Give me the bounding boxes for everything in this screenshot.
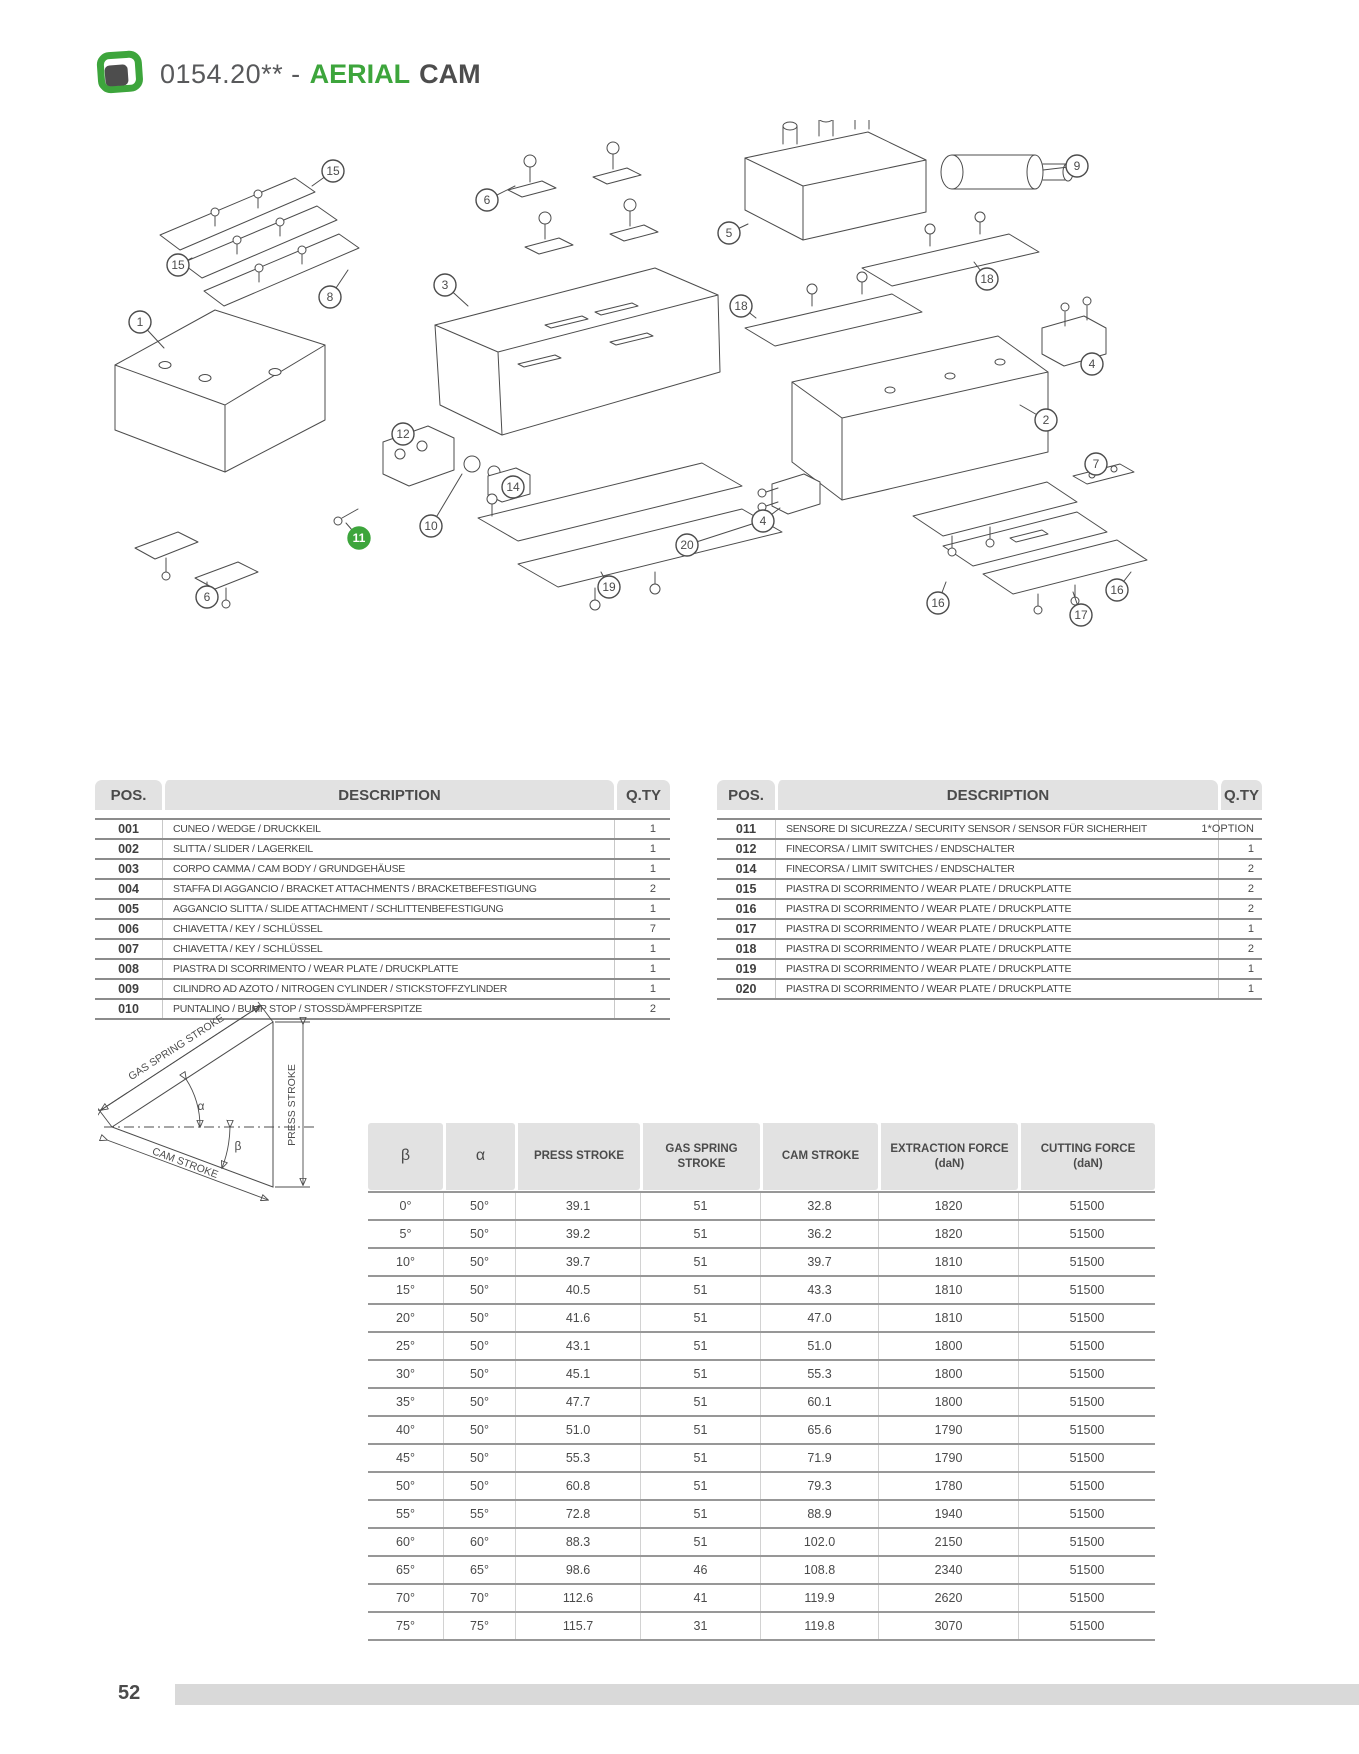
- stroke-cell: 0°: [399, 1199, 412, 1213]
- page-header: [93, 50, 481, 98]
- stroke-cell: 70°: [396, 1591, 415, 1605]
- stroke-cell: 55°: [396, 1507, 415, 1521]
- stroke-cell: 2620: [878, 1585, 1018, 1611]
- qty-cell: 1: [614, 900, 670, 918]
- stroke-cell: 50°: [443, 1389, 515, 1415]
- stroke-cell: 1940: [878, 1501, 1018, 1527]
- stroke-cell: 2150: [878, 1529, 1018, 1555]
- stroke-cell: 51: [640, 1361, 760, 1387]
- brand-logo-icon: [93, 50, 145, 98]
- pos-cell: 007: [118, 942, 139, 956]
- parts-row-005: [95, 898, 670, 918]
- stroke-cell: 41: [640, 1585, 760, 1611]
- stroke-table-body: [368, 1191, 1155, 1641]
- qty-cell: 1: [1218, 920, 1262, 938]
- stroke-col-header: β: [368, 1123, 443, 1190]
- stroke-cell: 50°: [443, 1221, 515, 1247]
- qty-cell: 1: [614, 960, 670, 978]
- callout-number: 2: [1042, 413, 1050, 427]
- pos-cell: 006: [118, 922, 139, 936]
- stroke-cell: 55.3: [515, 1445, 640, 1471]
- qty-cell: 2: [614, 880, 670, 898]
- stroke-cell: 35°: [396, 1395, 415, 1409]
- stroke-cell: 51500: [1018, 1193, 1155, 1219]
- stroke-cell: 51500: [1018, 1361, 1155, 1387]
- qty-cell: 1: [614, 940, 670, 958]
- stroke-cell: 51500: [1018, 1529, 1155, 1555]
- parts-row-002: [95, 838, 670, 858]
- qty-cell: 1: [614, 980, 670, 998]
- stroke-cell: 1800: [878, 1333, 1018, 1359]
- callout-number: 15: [171, 258, 185, 272]
- stroke-cell: 51: [640, 1333, 760, 1359]
- desc-cell: CUNEO / WEDGE / DRUCKKEIL: [162, 820, 614, 838]
- stroke-cell: 60.8: [515, 1473, 640, 1499]
- stroke-cell: 119.9: [760, 1585, 878, 1611]
- qty-cell: 1: [614, 820, 670, 838]
- stroke-cell: 50°: [443, 1361, 515, 1387]
- callout-number: 3: [441, 278, 449, 292]
- stroke-cell: 39.1: [515, 1193, 640, 1219]
- stroke-cell: 51500: [1018, 1249, 1155, 1275]
- pos-cell: 003: [118, 862, 139, 876]
- callout-number: 5: [725, 226, 733, 240]
- parts-row-009: [95, 978, 670, 998]
- stroke-cell: 32.8: [760, 1193, 878, 1219]
- callout-number: 19: [602, 580, 616, 594]
- desc-cell: PIASTRA DI SCORRIMENTO / WEAR PLATE / DRUCKPLATTE: [775, 960, 1218, 978]
- callout-number: 9: [1073, 159, 1081, 173]
- stroke-cell: 71.9: [760, 1445, 878, 1471]
- parts-rows: [717, 818, 1262, 1000]
- wedge-outline: [104, 1022, 316, 1187]
- desc-cell: AGGANCIO SLITTA / SLIDE ATTACHMENT / SCHLITTENBEFESTIGUNG: [162, 900, 614, 918]
- parts-row-004: [95, 878, 670, 898]
- stroke-cell: 39.7: [760, 1249, 878, 1275]
- parts-row-001: [95, 818, 670, 838]
- parts-table-left: [95, 780, 670, 1020]
- desc-cell: FINECORSA / LIMIT SWITCHES / ENDSCHALTER: [775, 860, 1218, 878]
- parts-row-019: [717, 958, 1262, 978]
- desc-cell: PUNTALINO / BUMP STOP / STOSSDÄMPFERSPITZE: [162, 1000, 614, 1018]
- callout-number: 15: [326, 164, 340, 178]
- stroke-cell: 51500: [1018, 1613, 1155, 1639]
- stroke-cell: 88.9: [760, 1501, 878, 1527]
- stroke-cell: 65°: [443, 1557, 515, 1583]
- callout-number: 7: [1092, 457, 1100, 471]
- pos-cell: 001: [118, 822, 139, 836]
- pos-cell: 010: [118, 1002, 139, 1016]
- stroke-cell: 50°: [443, 1305, 515, 1331]
- description-header: DESCRIPTION: [162, 780, 614, 810]
- pos-cell: 019: [735, 962, 757, 976]
- stroke-cell: 1800: [878, 1361, 1018, 1387]
- pos-cell: 016: [735, 902, 757, 916]
- callout-number: 6: [203, 590, 211, 604]
- stroke-cell: 36.2: [760, 1221, 878, 1247]
- stroke-table-row: [368, 1529, 1155, 1557]
- stroke-cell: 51500: [1018, 1445, 1155, 1471]
- pos-cell: 014: [735, 862, 757, 876]
- stroke-cell: 51: [640, 1445, 760, 1471]
- stroke-cell: 108.8: [760, 1557, 878, 1583]
- stroke-cell: 79.3: [760, 1473, 878, 1499]
- stroke-col-header: CUTTING FORCE (daN): [1018, 1123, 1155, 1190]
- callout-number: 17: [1074, 608, 1088, 622]
- stroke-cell: 51: [640, 1305, 760, 1331]
- stroke-col-header: PRESS STROKE: [515, 1123, 640, 1190]
- stroke-cell: 51500: [1018, 1389, 1155, 1415]
- stroke-table-row: [368, 1221, 1155, 1249]
- stroke-cell: 51: [640, 1249, 760, 1275]
- press-stroke-label: PRESS STROKE: [286, 1064, 298, 1146]
- qty-cell: 1: [1218, 840, 1262, 858]
- stroke-cell: 51: [640, 1221, 760, 1247]
- parts-row-018: [717, 938, 1262, 958]
- stroke-table-row: [368, 1333, 1155, 1361]
- stroke-cell: 51500: [1018, 1417, 1155, 1443]
- description-header: DESCRIPTION: [775, 780, 1218, 810]
- title-aerial: AERIAL: [309, 58, 411, 89]
- callout-number: 11: [352, 531, 366, 545]
- stroke-geometry-diagram: [98, 998, 343, 1226]
- stroke-cell: 119.8: [760, 1613, 878, 1639]
- callout-number: 8: [326, 290, 334, 304]
- stroke-table-row: [368, 1277, 1155, 1305]
- pos-cell: 005: [118, 902, 139, 916]
- stroke-table-row: [368, 1361, 1155, 1389]
- qty-cell: 2: [1218, 880, 1262, 898]
- stroke-cell: 43.1: [515, 1333, 640, 1359]
- stroke-data-table: [368, 1123, 1155, 1641]
- stroke-table-row: [368, 1389, 1155, 1417]
- callout-number: 10: [424, 519, 438, 533]
- parts-row-008: [95, 958, 670, 978]
- callout-number: 1: [136, 315, 144, 329]
- stroke-cell: 75°: [443, 1613, 515, 1639]
- stroke-cell: 51: [640, 1417, 760, 1443]
- stroke-cell: 30°: [396, 1367, 415, 1381]
- stroke-cell: 51: [640, 1193, 760, 1219]
- stroke-cell: 43.3: [760, 1277, 878, 1303]
- qty-header: Q.TY: [614, 780, 670, 810]
- callout-number: 4: [759, 514, 767, 528]
- stroke-cell: 50°: [443, 1193, 515, 1219]
- desc-cell: CORPO CAMMA / CAM BODY / GRUNDGEHÄUSE: [162, 860, 614, 878]
- callout-number: 6: [483, 193, 491, 207]
- desc-cell: PIASTRA DI SCORRIMENTO / WEAR PLATE / DRUCKPLATTE: [775, 940, 1218, 958]
- stroke-cell: 39.2: [515, 1221, 640, 1247]
- pos-cell: 008: [118, 962, 139, 976]
- desc-cell: CILINDRO AD AZOTO / NITROGEN CYLINDER / STICKSTOFFZYLINDER: [162, 980, 614, 998]
- pos-cell: 011: [735, 822, 757, 836]
- parts-row-012: [717, 838, 1262, 858]
- stroke-cell: 70°: [443, 1585, 515, 1611]
- pos-cell: 018: [735, 942, 757, 956]
- callout-number: 18: [734, 299, 748, 313]
- stroke-cell: 51500: [1018, 1305, 1155, 1331]
- stroke-cell: 1800: [878, 1389, 1018, 1415]
- pos-cell: 004: [118, 882, 139, 896]
- stroke-cell: 60.1: [760, 1389, 878, 1415]
- parts-row-011: [717, 818, 1262, 838]
- stroke-col-header: GAS SPRING STROKE: [640, 1123, 760, 1190]
- desc-cell: FINECORSA / LIMIT SWITCHES / ENDSCHALTER: [775, 840, 1218, 858]
- stroke-cell: 98.6: [515, 1557, 640, 1583]
- stroke-cell: 88.3: [515, 1529, 640, 1555]
- stroke-cell: 1780: [878, 1473, 1018, 1499]
- stroke-cell: 51: [640, 1389, 760, 1415]
- stroke-cell: 1810: [878, 1305, 1018, 1331]
- stroke-cell: 51500: [1018, 1333, 1155, 1359]
- desc-cell: CHIAVETTA / KEY / SCHLÜSSEL: [162, 920, 614, 938]
- product-code: 0154.20** -: [160, 58, 301, 89]
- parts-row-003: [95, 858, 670, 878]
- stroke-cell: 50°: [443, 1333, 515, 1359]
- stroke-cell: 51500: [1018, 1221, 1155, 1247]
- parts-rows: [95, 818, 670, 1020]
- callout-number: 18: [980, 272, 994, 286]
- stroke-cell: 102.0: [760, 1529, 878, 1555]
- stroke-cell: 51500: [1018, 1473, 1155, 1499]
- qty-cell: 1: [614, 840, 670, 858]
- stroke-cell: 51500: [1018, 1585, 1155, 1611]
- desc-cell: PIASTRA DI SCORRIMENTO / WEAR PLATE / DRUCKPLATTE: [775, 980, 1218, 998]
- pos-cell: 009: [118, 982, 139, 996]
- stroke-cell: 75°: [396, 1619, 415, 1633]
- stroke-cell: 55°: [443, 1501, 515, 1527]
- callout-number: 4: [1088, 357, 1096, 371]
- stroke-cell: 1820: [878, 1221, 1018, 1247]
- stroke-cell: 72.8: [515, 1501, 640, 1527]
- stroke-cell: 51.0: [760, 1333, 878, 1359]
- parts-row-006: [95, 918, 670, 938]
- qty-cell: 2: [614, 1000, 670, 1018]
- stroke-cell: 47.7: [515, 1389, 640, 1415]
- cam-stroke-label: CAM STROKE: [150, 1145, 220, 1181]
- stroke-cell: 115.7: [515, 1613, 640, 1639]
- qty-cell: 1: [614, 860, 670, 878]
- desc-cell: PIASTRA DI SCORRIMENTO / WEAR PLATE / DRUCKPLATTE: [775, 920, 1218, 938]
- stroke-table-row: [368, 1473, 1155, 1501]
- stroke-cell: 45.1: [515, 1361, 640, 1387]
- parts-row-015: [717, 878, 1262, 898]
- page-number: 52: [118, 1682, 141, 1704]
- beta-label: β: [234, 1139, 242, 1153]
- callout-number: 14: [506, 480, 520, 494]
- parts-row-007: [95, 938, 670, 958]
- stroke-cell: 47.0: [760, 1305, 878, 1331]
- title-cam: CAM: [419, 58, 481, 89]
- desc-cell: CHIAVETTA / KEY / SCHLÜSSEL: [162, 940, 614, 958]
- stroke-table-row: [368, 1417, 1155, 1445]
- stroke-cell: 51: [640, 1473, 760, 1499]
- stroke-cell: 1790: [878, 1417, 1018, 1443]
- stroke-cell: 60°: [396, 1535, 415, 1549]
- desc-cell: PIASTRA DI SCORRIMENTO / WEAR PLATE / DRUCKPLATTE: [162, 960, 614, 978]
- parts-row-014: [717, 858, 1262, 878]
- stroke-cell: 55.3: [760, 1361, 878, 1387]
- stroke-cell: 51500: [1018, 1277, 1155, 1303]
- stroke-cell: 40°: [396, 1423, 415, 1437]
- stroke-cell: 3070: [878, 1613, 1018, 1639]
- page-title: [160, 59, 481, 90]
- desc-cell: PIASTRA DI SCORRIMENTO / WEAR PLATE / DRUCKPLATTE: [775, 900, 1218, 918]
- stroke-cell: 50°: [443, 1445, 515, 1471]
- alpha-label: α: [197, 1099, 205, 1113]
- stroke-table-row: [368, 1193, 1155, 1221]
- stroke-cell: 1810: [878, 1277, 1018, 1303]
- desc-cell: PIASTRA DI SCORRIMENTO / WEAR PLATE / DRUCKPLATTE: [775, 880, 1218, 898]
- parts-row-020: [717, 978, 1262, 998]
- callout-number: 12: [396, 427, 410, 441]
- stroke-cell: 40.5: [515, 1277, 640, 1303]
- pos-cell: 017: [735, 922, 757, 936]
- desc-cell: SLITTA / SLIDER / LAGERKEIL: [162, 840, 614, 858]
- stroke-cell: 51: [640, 1277, 760, 1303]
- stroke-cell: 50°: [443, 1277, 515, 1303]
- qty-cell: 2: [1218, 900, 1262, 918]
- stroke-cell: 50°: [396, 1479, 415, 1493]
- stroke-table-row: [368, 1305, 1155, 1333]
- stroke-cell: 51500: [1018, 1501, 1155, 1527]
- stroke-table-row: [368, 1585, 1155, 1613]
- stroke-table-row: [368, 1501, 1155, 1529]
- footer-bar: [175, 1684, 1359, 1705]
- qty-cell: 1*OPTION: [1218, 820, 1262, 838]
- stroke-table-row: [368, 1613, 1155, 1641]
- stroke-cell: 2340: [878, 1557, 1018, 1583]
- callout-number: 20: [680, 538, 694, 552]
- stroke-cell: 50°: [443, 1249, 515, 1275]
- qty-header: Q.TY: [1218, 780, 1262, 810]
- callout-number: 16: [1110, 583, 1124, 597]
- stroke-col-header: CAM STROKE: [760, 1123, 878, 1190]
- stroke-cell: 1790: [878, 1445, 1018, 1471]
- gas-spring-stroke-label: GAS SPRING STROKE: [126, 1012, 227, 1083]
- desc-cell: SENSORE DI SICUREZZA / SECURITY SENSOR / SENSOR FÜR SICHERHEIT: [775, 820, 1218, 838]
- stroke-cell: 50°: [443, 1417, 515, 1443]
- stroke-cell: 41.6: [515, 1305, 640, 1331]
- stroke-cell: 5°: [399, 1227, 412, 1241]
- qty-cell: 2: [1218, 860, 1262, 878]
- stroke-table-row: [368, 1557, 1155, 1585]
- parts-table-header: [95, 780, 670, 810]
- stroke-cell: 112.6: [515, 1585, 640, 1611]
- pos-cell: 020: [735, 982, 757, 996]
- stroke-cell: 51500: [1018, 1557, 1155, 1583]
- stroke-cell: 51: [640, 1501, 760, 1527]
- stroke-col-header: EXTRACTION FORCE (daN): [878, 1123, 1018, 1190]
- stroke-cell: 51: [640, 1529, 760, 1555]
- stroke-cell: 65°: [396, 1563, 415, 1577]
- parts-table-header: [717, 780, 1262, 810]
- qty-cell: 2: [1218, 940, 1262, 958]
- stroke-table-header: [368, 1123, 1155, 1190]
- pos-header: POS.: [95, 780, 162, 810]
- qty-cell: 1: [1218, 980, 1262, 998]
- pos-cell: 012: [735, 842, 757, 856]
- parts-row-016: [717, 898, 1262, 918]
- stroke-cell: 45°: [396, 1451, 415, 1465]
- stroke-cell: 25°: [396, 1339, 415, 1353]
- stroke-cell: 50°: [443, 1473, 515, 1499]
- stroke-cell: 60°: [443, 1529, 515, 1555]
- qty-cell: 7: [614, 920, 670, 938]
- stroke-table-row: [368, 1445, 1155, 1473]
- stroke-cell: 20°: [396, 1311, 415, 1325]
- stroke-cell: 65.6: [760, 1417, 878, 1443]
- pos-header: POS.: [717, 780, 775, 810]
- stroke-cell: 1810: [878, 1249, 1018, 1275]
- stroke-cell: 46: [640, 1557, 760, 1583]
- stroke-cell: 39.7: [515, 1249, 640, 1275]
- pos-cell: 015: [735, 882, 757, 896]
- parts-line-art: [115, 120, 1147, 614]
- stroke-cell: 51.0: [515, 1417, 640, 1443]
- stroke-col-header: α: [443, 1123, 515, 1190]
- stroke-table-row: [368, 1249, 1155, 1277]
- parts-table-right: [717, 780, 1262, 1000]
- stroke-cell: 1820: [878, 1193, 1018, 1219]
- pos-cell: 002: [118, 842, 139, 856]
- callout-number: 16: [931, 596, 945, 610]
- stroke-cell: 15°: [396, 1283, 415, 1297]
- stroke-cell: 31: [640, 1613, 760, 1639]
- parts-row-017: [717, 918, 1262, 938]
- desc-cell: STAFFA DI AGGANCIO / BRACKET ATTACHMENTS / BRACKETBEFESTIGUNG: [162, 880, 614, 898]
- qty-cell: 1: [1218, 960, 1262, 978]
- stroke-cell: 10°: [396, 1255, 415, 1269]
- exploded-view-drawing: [90, 120, 1270, 660]
